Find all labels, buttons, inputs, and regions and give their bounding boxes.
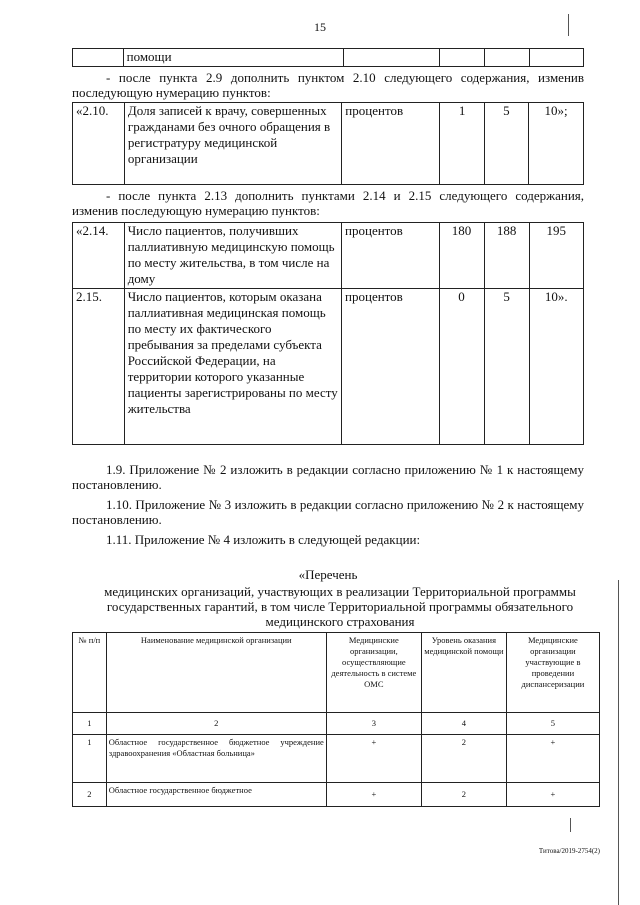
header-level: Уровень оказания медицинской помощи [421,633,506,713]
row-level: 2 [421,783,506,807]
table-2-14 [72,222,584,445]
row-value-3: 10»; [529,103,584,185]
paragraph-1-11: 1.11. Приложение № 4 изложить в следующей редакции: [106,532,421,547]
row-oms: + [326,783,421,807]
row-num: 1 [73,735,107,783]
list-title: «Перечень [298,567,358,582]
row-disp: + [506,783,599,807]
paragraph-1-10: 1.10. Приложение № 3 изложить в редакции согласно приложению № 2 к настоящему постановлению. [72,497,584,527]
scan-mark [568,14,569,36]
intro-2-14: - после пункта 2.13 дополнить пунктами 2.14 и 2.15 следующего содержания, изменив последующую нумерацию пунктов: [72,188,584,218]
table-row [73,289,584,445]
page-number: 15 [314,20,326,34]
row-org-name: Областное государственное бюджетное [106,783,326,807]
row-level: 2 [421,735,506,783]
row-unit: процентов [342,223,440,289]
row-value-2: 188 [484,223,529,289]
column-number: 4 [421,713,506,735]
intro-2-10: - после пункта 2.9 дополнить пунктом 2.10 следующего содержания, изменив последующую нумерацию пунктов: [72,70,584,100]
table-row [73,103,584,185]
row-num: 2 [73,783,107,807]
column-number: 2 [106,713,326,735]
row-disp: + [506,735,599,783]
column-number: 1 [73,713,107,735]
row-num: 2.15. [73,289,125,445]
footer-reference: Титова/2019-2754(2) [538,847,600,855]
paragraph-1-9: 1.9. Приложение № 2 изложить в редакции согласно приложению № 1 к настоящему постановлению. [72,462,584,492]
table-row [73,783,600,807]
row-value-3: 10». [529,289,583,445]
row-value-1: 1 [440,103,484,185]
scan-mark [570,818,571,832]
header-number: № п/п [73,633,107,713]
table-number-row [73,713,600,735]
row-org-name: Областное государственное бюджетное учреждение здравоохранения «Областная больница» [106,735,326,783]
row-unit: процентов [342,103,440,185]
table-header-row [73,633,600,713]
table-row [73,735,600,783]
row-value-2: 5 [484,103,528,185]
top-fragment-table [72,48,584,67]
row-value-1: 0 [439,289,484,445]
table-2-10 [72,102,584,185]
scan-edge-mark [618,580,619,905]
column-number: 5 [506,713,599,735]
row-unit: процентов [342,289,440,445]
row-name: Число пациентов, получивших паллиативную медицинскую помощь по месту жительства, в том числе на дому [124,223,341,289]
list-subtitle: медицинских организаций, участвующих в реализации Территориальной программы государственных гарантий, в том числе Территориальной программы обязательного медицинского страхования [104,584,576,629]
row-name: Число пациентов, которым оказана паллиативная медицинская помощь по месту их фактического пребывания за пределами субъекта Российской Федерации, на территории которого указанные пациенты зарегистрированы по месту жительства [124,289,341,445]
row-value-3: 195 [529,223,583,289]
header-dispensary: Медицинские организации участвующие в проведении диспансеризации [506,633,599,713]
table-row [73,223,584,289]
row-value-2: 5 [484,289,529,445]
row-name: Доля записей к врачу, совершенных гражданами без очного обращения в регистратуру медицинской организации [124,103,341,185]
row-oms: + [326,735,421,783]
row-num: «2.14. [73,223,125,289]
column-number: 3 [326,713,421,735]
top-fragment-text: помощи [123,49,343,67]
header-name: Наименование медицинской организации [106,633,326,713]
header-oms: Медицинские организации, осуществляющие деятельность в системе ОМС [326,633,421,713]
row-value-1: 180 [439,223,484,289]
organizations-table [72,632,600,807]
row-num: «2.10. [73,103,125,185]
